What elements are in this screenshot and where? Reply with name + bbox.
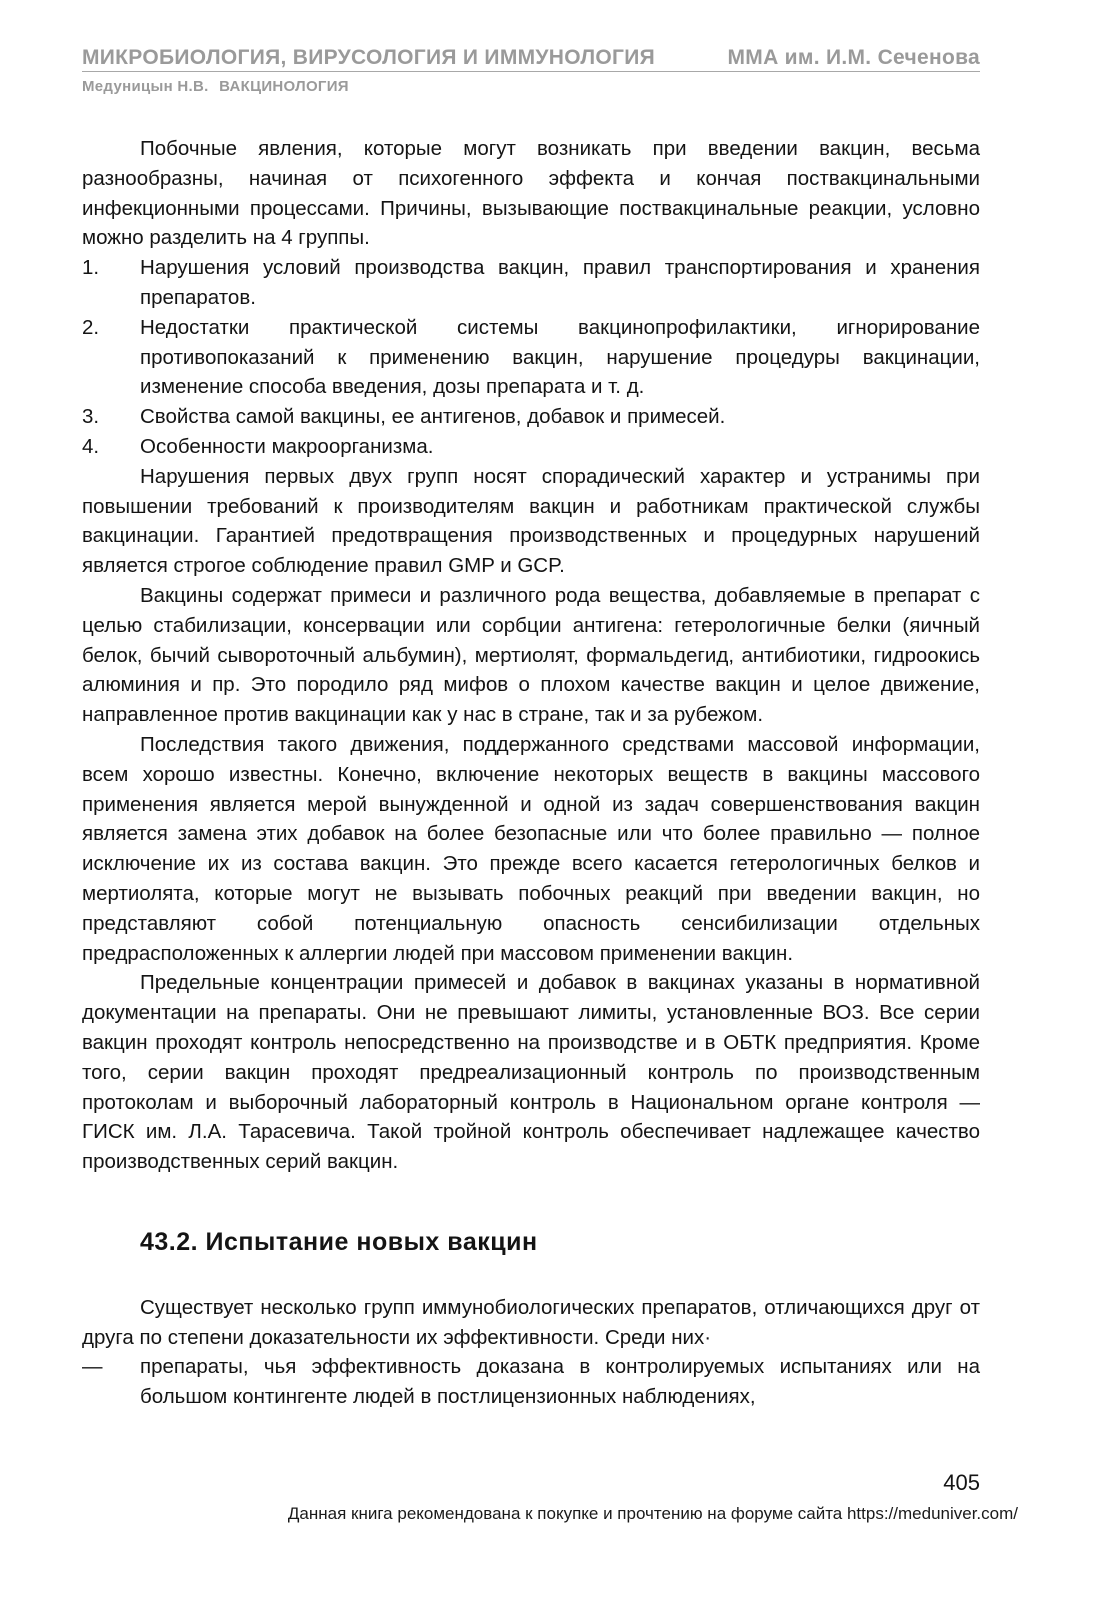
header-book-line xyxy=(82,78,980,95)
section-intro-paragraph: Существует несколько групп иммунобиологических препаратов, отличающихся друг от друга по степени доказательности их эффективности. Среди них· xyxy=(82,1295,980,1349)
header-subject: МИКРОБИОЛОГИЯ, ВИРУСОЛОГИЯ И ИММУНОЛОГИЯ xyxy=(82,46,656,69)
causes-list xyxy=(82,253,980,462)
list-item-dash: — xyxy=(82,1355,103,1379)
list-item-text: Нарушения условий производства вакцин, правил транспортирования и хранения препаратов. xyxy=(140,256,980,309)
body-paragraph: Вакцины содержат примеси и различного рода вещества, добавляемые в препарат с целью стабилизации, консервации или сорбции антигена: гетерологичные белки (яичный белок, бычий сывороточный альбумин), мертиолят, формальдегид, антибиотики, гидроокись алюминия и пр. Это породило ряд мифов о плохом качестве вакцин и целое движение, направленное против вакцинации как у нас в стране, так и за рубежом. xyxy=(82,583,980,727)
header-top-line xyxy=(82,46,980,72)
list-item-text: препараты, чья эффективность доказана в контролируемых испытаниях или на большом контингенте людей в постлицензионных наблюдениях, xyxy=(140,1355,980,1409)
header-book-title: ВАКЦИНОЛОГИЯ xyxy=(219,78,349,95)
list-item-text: Недостатки практической системы вакцинопрофилактики, игнорирование противопоказаний к применению вакцин, нарушение процедуры вакцинации, изменение способа введения, дозы препарата и т. д. xyxy=(140,315,980,399)
list-item xyxy=(82,253,980,313)
list-item xyxy=(82,432,980,462)
list-item xyxy=(82,313,980,402)
section-dash-list xyxy=(82,1352,980,1412)
body-paragraph: Нарушения первых двух групп носят спорадический характер и устранимы при повышении требований к производителям вакцин и работникам практической службы вакцинации. Гарантией предотвращения производственных и процедурных нарушений является строгое соблюдение правил GMP и GCP. xyxy=(82,464,980,578)
footer-note: Данная книга рекомендована к покупке и прочтению на форуме сайта https://meduniver.com/ xyxy=(287,1504,1018,1523)
list-item xyxy=(82,1352,980,1412)
list-item-text: Особенности макроорганизма. xyxy=(140,434,434,458)
list-item-number: 3. xyxy=(82,405,100,429)
body-paragraph: Предельные концентрации примесей и добавок в вакцинах указаны в нормативной документации на препараты. Они не превышают лимиты, установленные ВОЗ. Все серии вакцин проходят контроль непосредственно на производстве и в ОБТК предприятия. Кроме того, серии вакцин проходят предреализационный контроль по производственным протоколам и выборочный лабораторный контроль в Национальном органе контроля — ГИСК им. Л.А. Тарасевича. Такой тройной контроль обеспечивает надлежащее качество производственных серий вакцин. xyxy=(82,971,980,1174)
section-heading: 43.2. Испытание новых вакцин xyxy=(140,1227,538,1256)
running-header xyxy=(82,46,980,95)
page-number: 405 xyxy=(943,1470,980,1495)
page-body xyxy=(82,134,980,1412)
header-institution: ММА им. И.М. Сеченова xyxy=(727,46,980,69)
body-paragraph: Последствия такого движения, поддержанного средствами массовой информации, всем хорошо известны. Конечно, включение некоторых веществ в вакцины массового применения является мерой вынужденной и одной из задач совершенствования вакцин является замена этих добавок на более безопасные или что более правильно — полное исключение их из состава вакцин. Это прежде всего касается гетерологичных белков и мертиолята, которые могут не вызывать побочных реакций при введении вакцин, но представляют собой потенциальную опасность сенсибилизации отдельных предрасположенных к аллергии людей при массовом применении вакцин. xyxy=(82,732,980,965)
intro-paragraph: Побочные явления, которые могут возникать при введении вакцин, весьма разнообразны, начиная от психогенного эффекта и кончая поствакцинальными инфекционными процессами. Причины, вызывающие поствакцинальные реакции, условно можно разделить на 4 группы. xyxy=(82,137,980,250)
list-item-text: Свойства самой вакцины, ее антигенов, добавок и примесей. xyxy=(140,405,726,429)
header-author: Медуницын Н.В. xyxy=(82,78,209,95)
list-item-number: 1. xyxy=(82,256,100,280)
list-item xyxy=(82,402,980,432)
list-item-number: 4. xyxy=(82,434,100,458)
list-item-number: 2. xyxy=(82,315,100,339)
